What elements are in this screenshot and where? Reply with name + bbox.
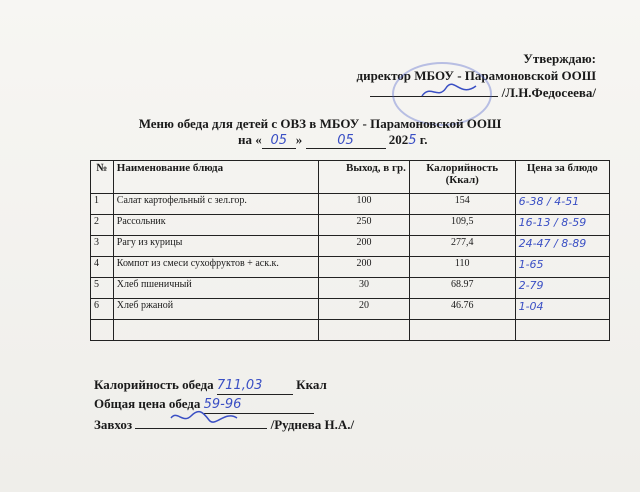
row-calories: 109,5 (409, 215, 515, 236)
row-output: 20 (319, 299, 410, 320)
date-year-prefix: 202 (388, 132, 409, 147)
row-name: Хлеб ржаной (113, 299, 318, 320)
date-suffix: г. (419, 132, 428, 147)
date-day: 05 (270, 133, 288, 148)
signatory-name: /Л.Н.Федосеева/ (501, 85, 596, 100)
row-price: 24-47 / 8-89 (515, 236, 609, 257)
row-calories: 277,4 (409, 236, 515, 257)
row-num: 1 (91, 194, 114, 215)
row-num: 6 (91, 299, 114, 320)
row-price: 6-38 / 4-51 (515, 194, 609, 215)
row-name: Компот из смеси сухофруктов + аск.к. (113, 257, 318, 278)
row-output: 30 (319, 278, 410, 299)
totals-block (94, 376, 354, 433)
calories-label: Калорийность обеда (94, 377, 214, 392)
date-prefix: на « (238, 132, 262, 147)
table-row (91, 320, 610, 341)
storekeeper-label: Завхоз (94, 417, 133, 432)
calories-unit: Ккал (296, 377, 327, 392)
row-name: Рассольник (113, 215, 318, 236)
table-row (91, 236, 610, 257)
row-num (91, 320, 114, 341)
row-price (515, 320, 609, 341)
date-quote: » (295, 132, 303, 147)
row-price: 1-04 (515, 299, 609, 320)
price-label: Общая цена обеда (94, 396, 201, 411)
table-row (91, 278, 610, 299)
header-num: № (91, 161, 114, 194)
header-price: Цена за блюдо (515, 161, 609, 194)
total-calories-line (94, 376, 354, 395)
date-month: 05 (337, 133, 354, 148)
approve-label: Утверждаю: (523, 51, 596, 66)
row-price: 16-13 / 8-59 (515, 215, 609, 236)
storekeeper-name: /Руднева Н.А./ (270, 417, 355, 432)
menu-table (90, 160, 610, 341)
director-signature (420, 82, 480, 106)
row-name: Рагу из курицы (113, 236, 318, 257)
row-output: 200 (319, 236, 410, 257)
table-row (91, 194, 610, 215)
header-output: Выход, в гр. (319, 161, 410, 194)
row-num: 3 (91, 236, 114, 257)
row-num: 4 (91, 257, 114, 278)
price-value: 59-96 (203, 397, 242, 412)
row-name (113, 320, 318, 341)
menu-title: Меню обеда для детей с ОВЗ в МБОУ - Парамоновской ООШ (138, 116, 502, 131)
approver-position: директор МБОУ - Парамоновской ООШ (356, 68, 596, 83)
table-row (91, 299, 610, 320)
table-row (91, 257, 610, 278)
row-output: 100 (319, 194, 410, 215)
row-calories: 46.76 (409, 299, 515, 320)
row-calories (409, 320, 515, 341)
row-output: 250 (319, 215, 410, 236)
menu-date (238, 132, 427, 149)
header-calories: Калорийность (Ккал) (409, 161, 515, 194)
row-name: Хлеб пшеничный (113, 278, 318, 299)
row-num: 2 (91, 215, 114, 236)
table-header-row (91, 161, 610, 194)
row-name: Салат картофельный с зел.гор. (113, 194, 318, 215)
row-output (319, 320, 410, 341)
storekeeper-signature (169, 408, 239, 426)
date-year-digit: 5 (408, 133, 417, 148)
row-num: 5 (91, 278, 114, 299)
row-calories: 154 (409, 194, 515, 215)
row-calories: 110 (409, 257, 515, 278)
table-row (91, 215, 610, 236)
row-calories: 68.97 (409, 278, 515, 299)
row-price: 2-79 (515, 278, 609, 299)
header-name: Наименование блюда (113, 161, 318, 194)
row-price: 1-65 (515, 257, 609, 278)
calories-value: 711,03 (216, 378, 263, 393)
storekeeper-line (94, 414, 354, 433)
row-output: 200 (319, 257, 410, 278)
